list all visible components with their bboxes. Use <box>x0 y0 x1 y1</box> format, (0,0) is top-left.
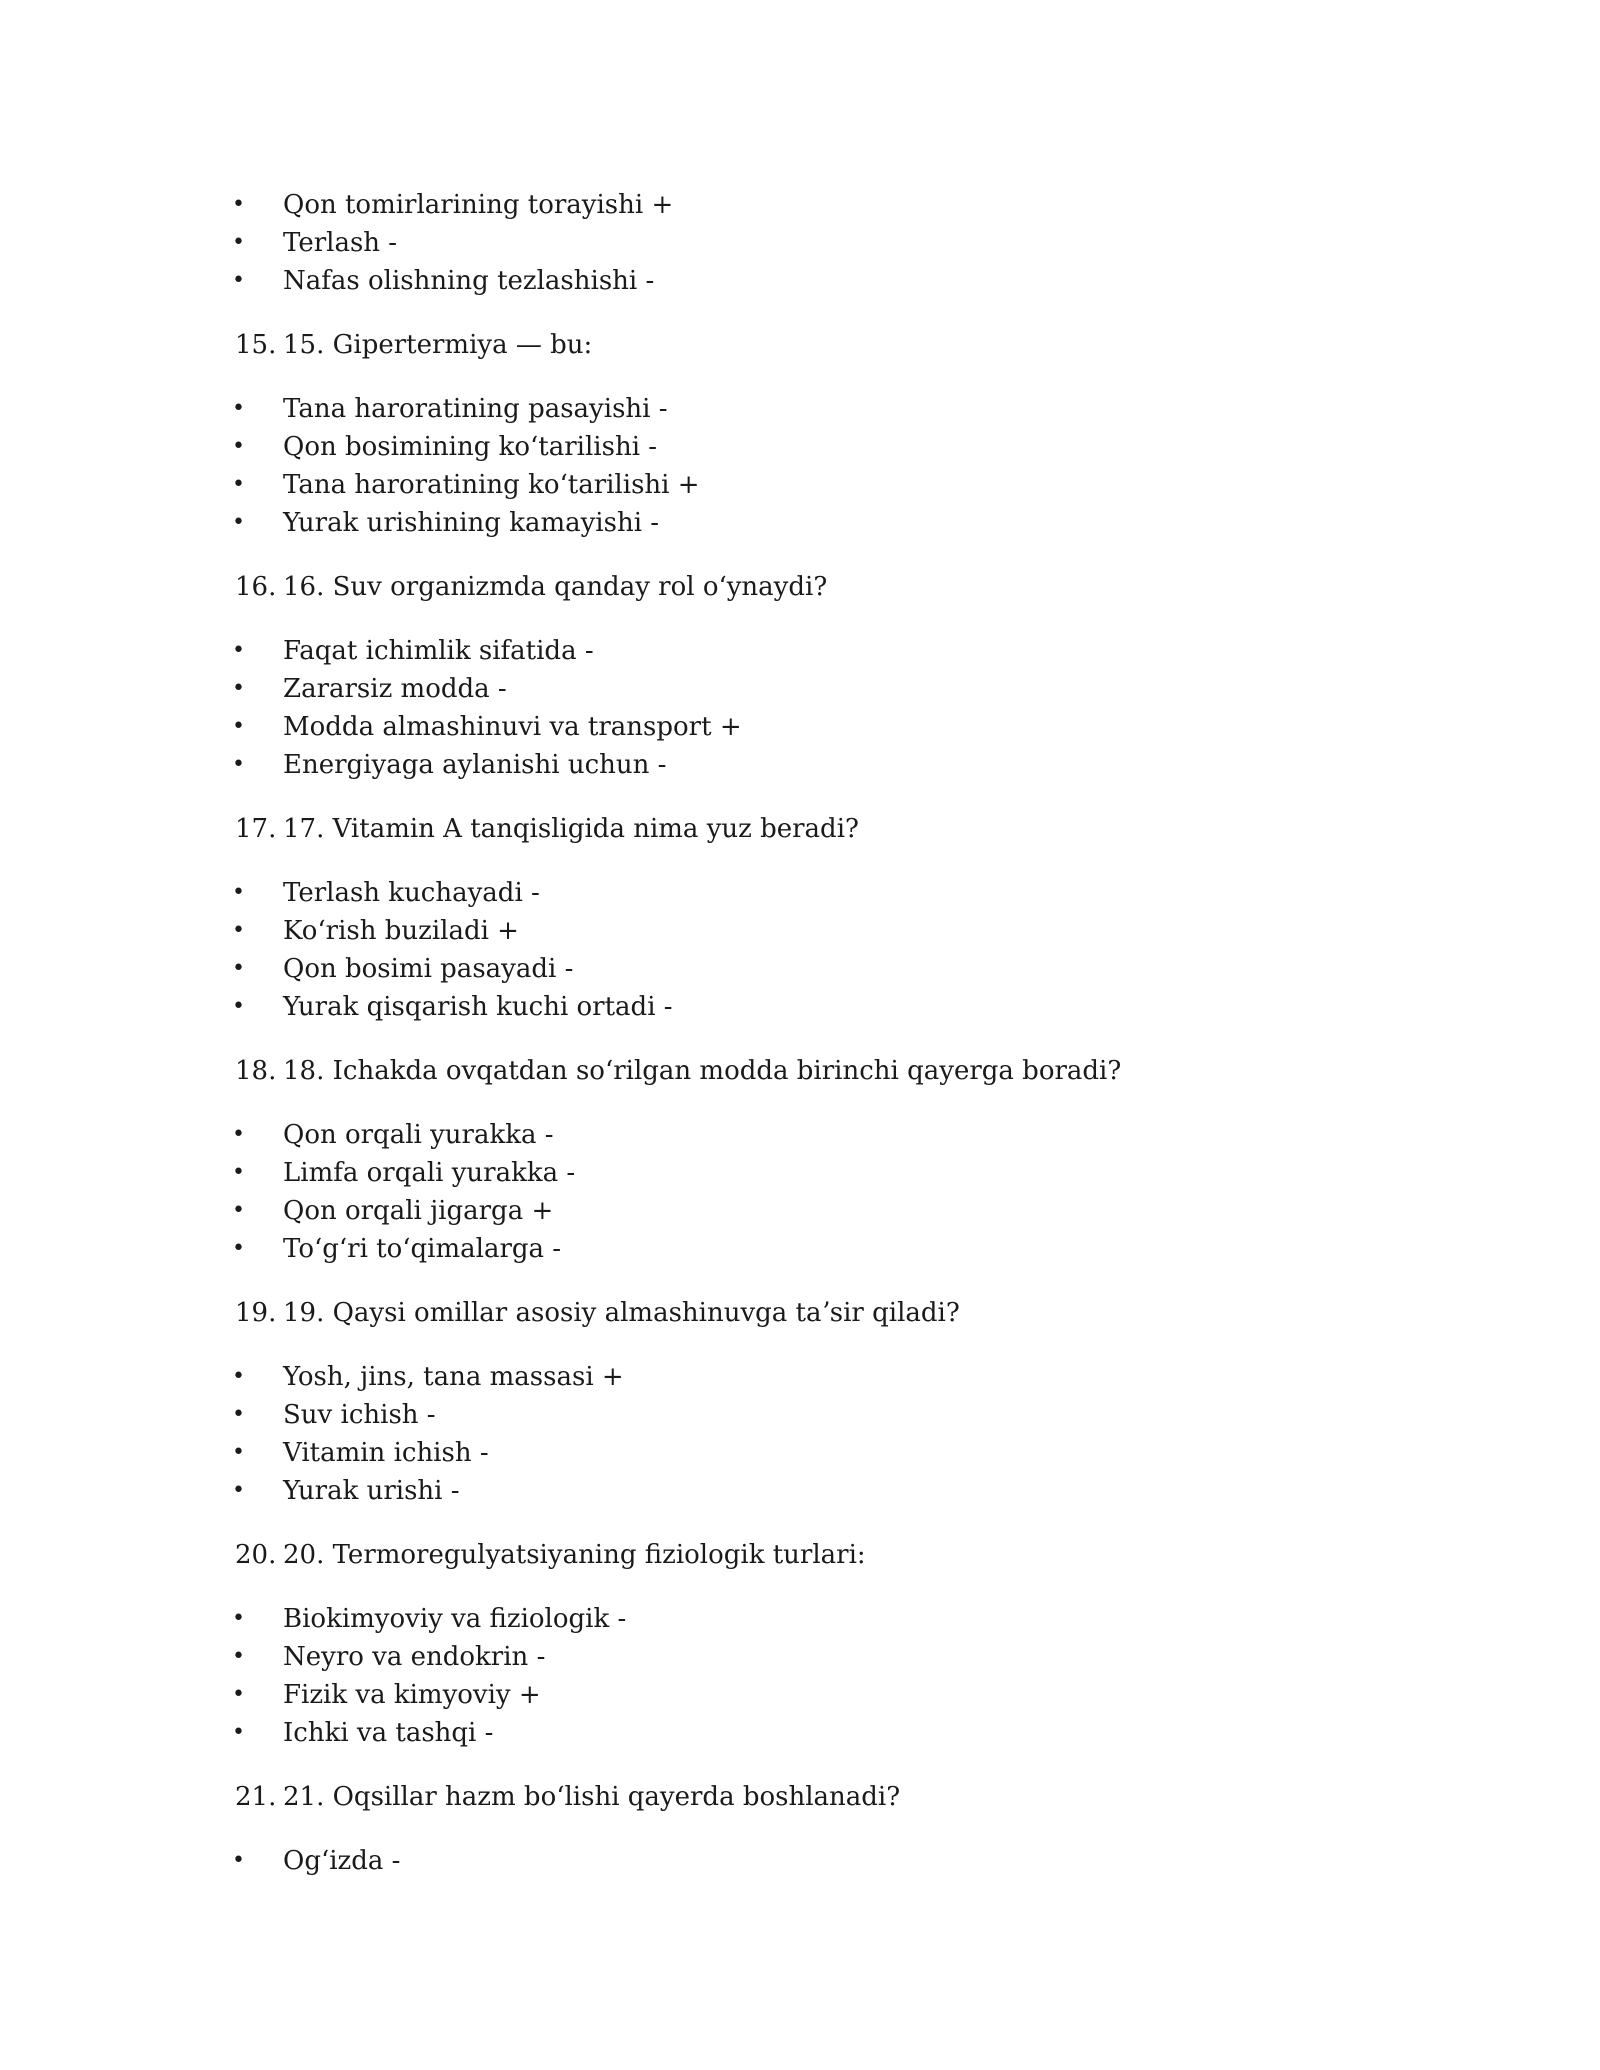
question-heading <box>0 1778 1600 1816</box>
answer-text: Terlash - <box>283 228 398 258</box>
answer-text: Neyro va endokrin - <box>283 1642 546 1672</box>
question-text: 17. Vitamin A tanqisligida nima yuz beradi? <box>283 814 859 844</box>
answer-item <box>0 746 1600 784</box>
question-heading <box>0 810 1600 848</box>
answer-text: Toʻgʻri toʻqimalarga - <box>283 1234 562 1264</box>
answer-item <box>0 950 1600 988</box>
bullet-icon: • <box>232 1364 245 1389</box>
answer-text: Ogʻizda - <box>283 1846 401 1876</box>
answer-item <box>0 912 1600 950</box>
bullet-icon: • <box>232 268 245 293</box>
bullet-icon: • <box>232 1160 245 1185</box>
bullet-icon: • <box>232 230 245 255</box>
question-heading <box>0 1052 1600 1090</box>
answer-text: Suv ichish - <box>283 1400 436 1430</box>
bullet-icon: • <box>232 638 245 663</box>
answer-item <box>0 988 1600 1026</box>
document-page <box>0 186 1600 1880</box>
answer-list <box>0 1600 1600 1752</box>
question-text: 20. Termoregulyatsiyaning fiziologik turlari: <box>283 1540 866 1570</box>
answer-text: Qon orqali yurakka - <box>283 1120 554 1150</box>
answer-item <box>0 1472 1600 1510</box>
question-number: 20. <box>235 1540 277 1570</box>
answer-text: Tana haroratining pasayishi - <box>283 394 668 424</box>
answer-item <box>0 1600 1600 1638</box>
answer-text: Yurak urishi - <box>283 1476 460 1506</box>
question-number: 21. <box>235 1782 277 1812</box>
answer-list <box>0 1358 1600 1510</box>
answer-item <box>0 1676 1600 1714</box>
answer-text: Fizik va kimyoviy + <box>283 1680 541 1710</box>
answer-list <box>0 632 1600 784</box>
question-text: 15. Gipertermiya — bu: <box>283 330 593 360</box>
bullet-icon: • <box>232 472 245 497</box>
question-number: 16. <box>235 572 277 602</box>
bullet-icon: • <box>232 994 245 1019</box>
bullet-icon: • <box>232 1606 245 1631</box>
bullet-icon: • <box>232 1720 245 1745</box>
answer-text: Terlash kuchayadi - <box>283 878 540 908</box>
answer-text: Biokimyoviy va fiziologik - <box>283 1604 627 1634</box>
answer-text: Zararsiz modda - <box>283 674 507 704</box>
answer-text: Qon tomirlarining torayishi + <box>283 190 674 220</box>
answer-item <box>0 224 1600 262</box>
answer-item <box>0 1358 1600 1396</box>
bullet-icon: • <box>232 1236 245 1261</box>
answer-text: Qon orqali jigarga + <box>283 1196 554 1226</box>
answer-item <box>0 1192 1600 1230</box>
answer-item <box>0 428 1600 466</box>
answer-item <box>0 1116 1600 1154</box>
question-number: 17. <box>235 814 277 844</box>
answer-item <box>0 632 1600 670</box>
question-heading <box>0 568 1600 606</box>
answer-text: Qon bosimi pasayadi - <box>283 954 574 984</box>
bullet-icon: • <box>232 1122 245 1147</box>
bullet-icon: • <box>232 1848 245 1873</box>
question-text: 18. Ichakda ovqatdan soʻrilgan modda birinchi qayerga boradi? <box>283 1056 1122 1086</box>
bullet-icon: • <box>232 1402 245 1427</box>
bullet-icon: • <box>232 956 245 981</box>
question-number: 18. <box>235 1056 277 1086</box>
answer-text: Limfa orqali yurakka - <box>283 1158 576 1188</box>
bullet-icon: • <box>232 714 245 739</box>
answer-text: Nafas olishning tezlashishi - <box>283 266 655 296</box>
answer-item <box>0 186 1600 224</box>
bullet-icon: • <box>232 396 245 421</box>
answer-item <box>0 670 1600 708</box>
bullet-icon: • <box>232 510 245 535</box>
answer-item <box>0 1714 1600 1752</box>
bullet-icon: • <box>232 1440 245 1465</box>
answer-text: Yosh, jins, tana massasi + <box>283 1362 624 1392</box>
answer-text: Energiyaga aylanishi uchun - <box>283 750 667 780</box>
answer-item <box>0 708 1600 746</box>
bullet-icon: • <box>232 1644 245 1669</box>
answer-item <box>0 1638 1600 1676</box>
answer-text: Qon bosimining koʻtarilishi - <box>283 432 658 462</box>
bullet-icon: • <box>232 880 245 905</box>
question-heading <box>0 326 1600 364</box>
bullet-icon: • <box>232 192 245 217</box>
answer-list <box>0 1842 1600 1880</box>
answer-item <box>0 1396 1600 1434</box>
answer-text: Tana haroratining koʻtarilishi + <box>283 470 700 500</box>
answer-text: Yurak qisqarish kuchi ortadi - <box>283 992 673 1022</box>
bullet-icon: • <box>232 752 245 777</box>
answer-item <box>0 1154 1600 1192</box>
answer-item <box>0 262 1600 300</box>
bullet-icon: • <box>232 676 245 701</box>
question-heading <box>0 1294 1600 1332</box>
answer-item <box>0 504 1600 542</box>
answer-text: Faqat ichimlik sifatida - <box>283 636 594 666</box>
question-number: 15. <box>235 330 277 360</box>
question-text: 19. Qaysi omillar asosiy almashinuvga taʼsir qiladi? <box>283 1298 960 1328</box>
answer-text: Yurak urishining kamayishi - <box>283 508 660 538</box>
bullet-icon: • <box>232 1682 245 1707</box>
answer-item <box>0 1434 1600 1472</box>
answer-text: Vitamin ichish - <box>283 1438 489 1468</box>
answer-list <box>0 874 1600 1026</box>
answer-list <box>0 1116 1600 1268</box>
bullet-icon: • <box>232 918 245 943</box>
answer-item <box>0 1230 1600 1268</box>
answer-text: Modda almashinuvi va transport + <box>283 712 742 742</box>
answer-item <box>0 466 1600 504</box>
answer-text: Koʻrish buziladi + <box>283 916 519 946</box>
question-number: 19. <box>235 1298 277 1328</box>
bullet-icon: • <box>232 1198 245 1223</box>
answer-item <box>0 874 1600 912</box>
answer-item <box>0 390 1600 428</box>
answer-text: Ichki va tashqi - <box>283 1718 494 1748</box>
answer-list <box>0 186 1600 300</box>
answer-item <box>0 1842 1600 1880</box>
bullet-icon: • <box>232 434 245 459</box>
answer-list <box>0 390 1600 542</box>
question-heading <box>0 1536 1600 1574</box>
bullet-icon: • <box>232 1478 245 1503</box>
question-text: 21. Oqsillar hazm boʻlishi qayerda boshlanadi? <box>283 1782 901 1812</box>
question-text: 16. Suv organizmda qanday rol oʻynaydi? <box>283 572 828 602</box>
